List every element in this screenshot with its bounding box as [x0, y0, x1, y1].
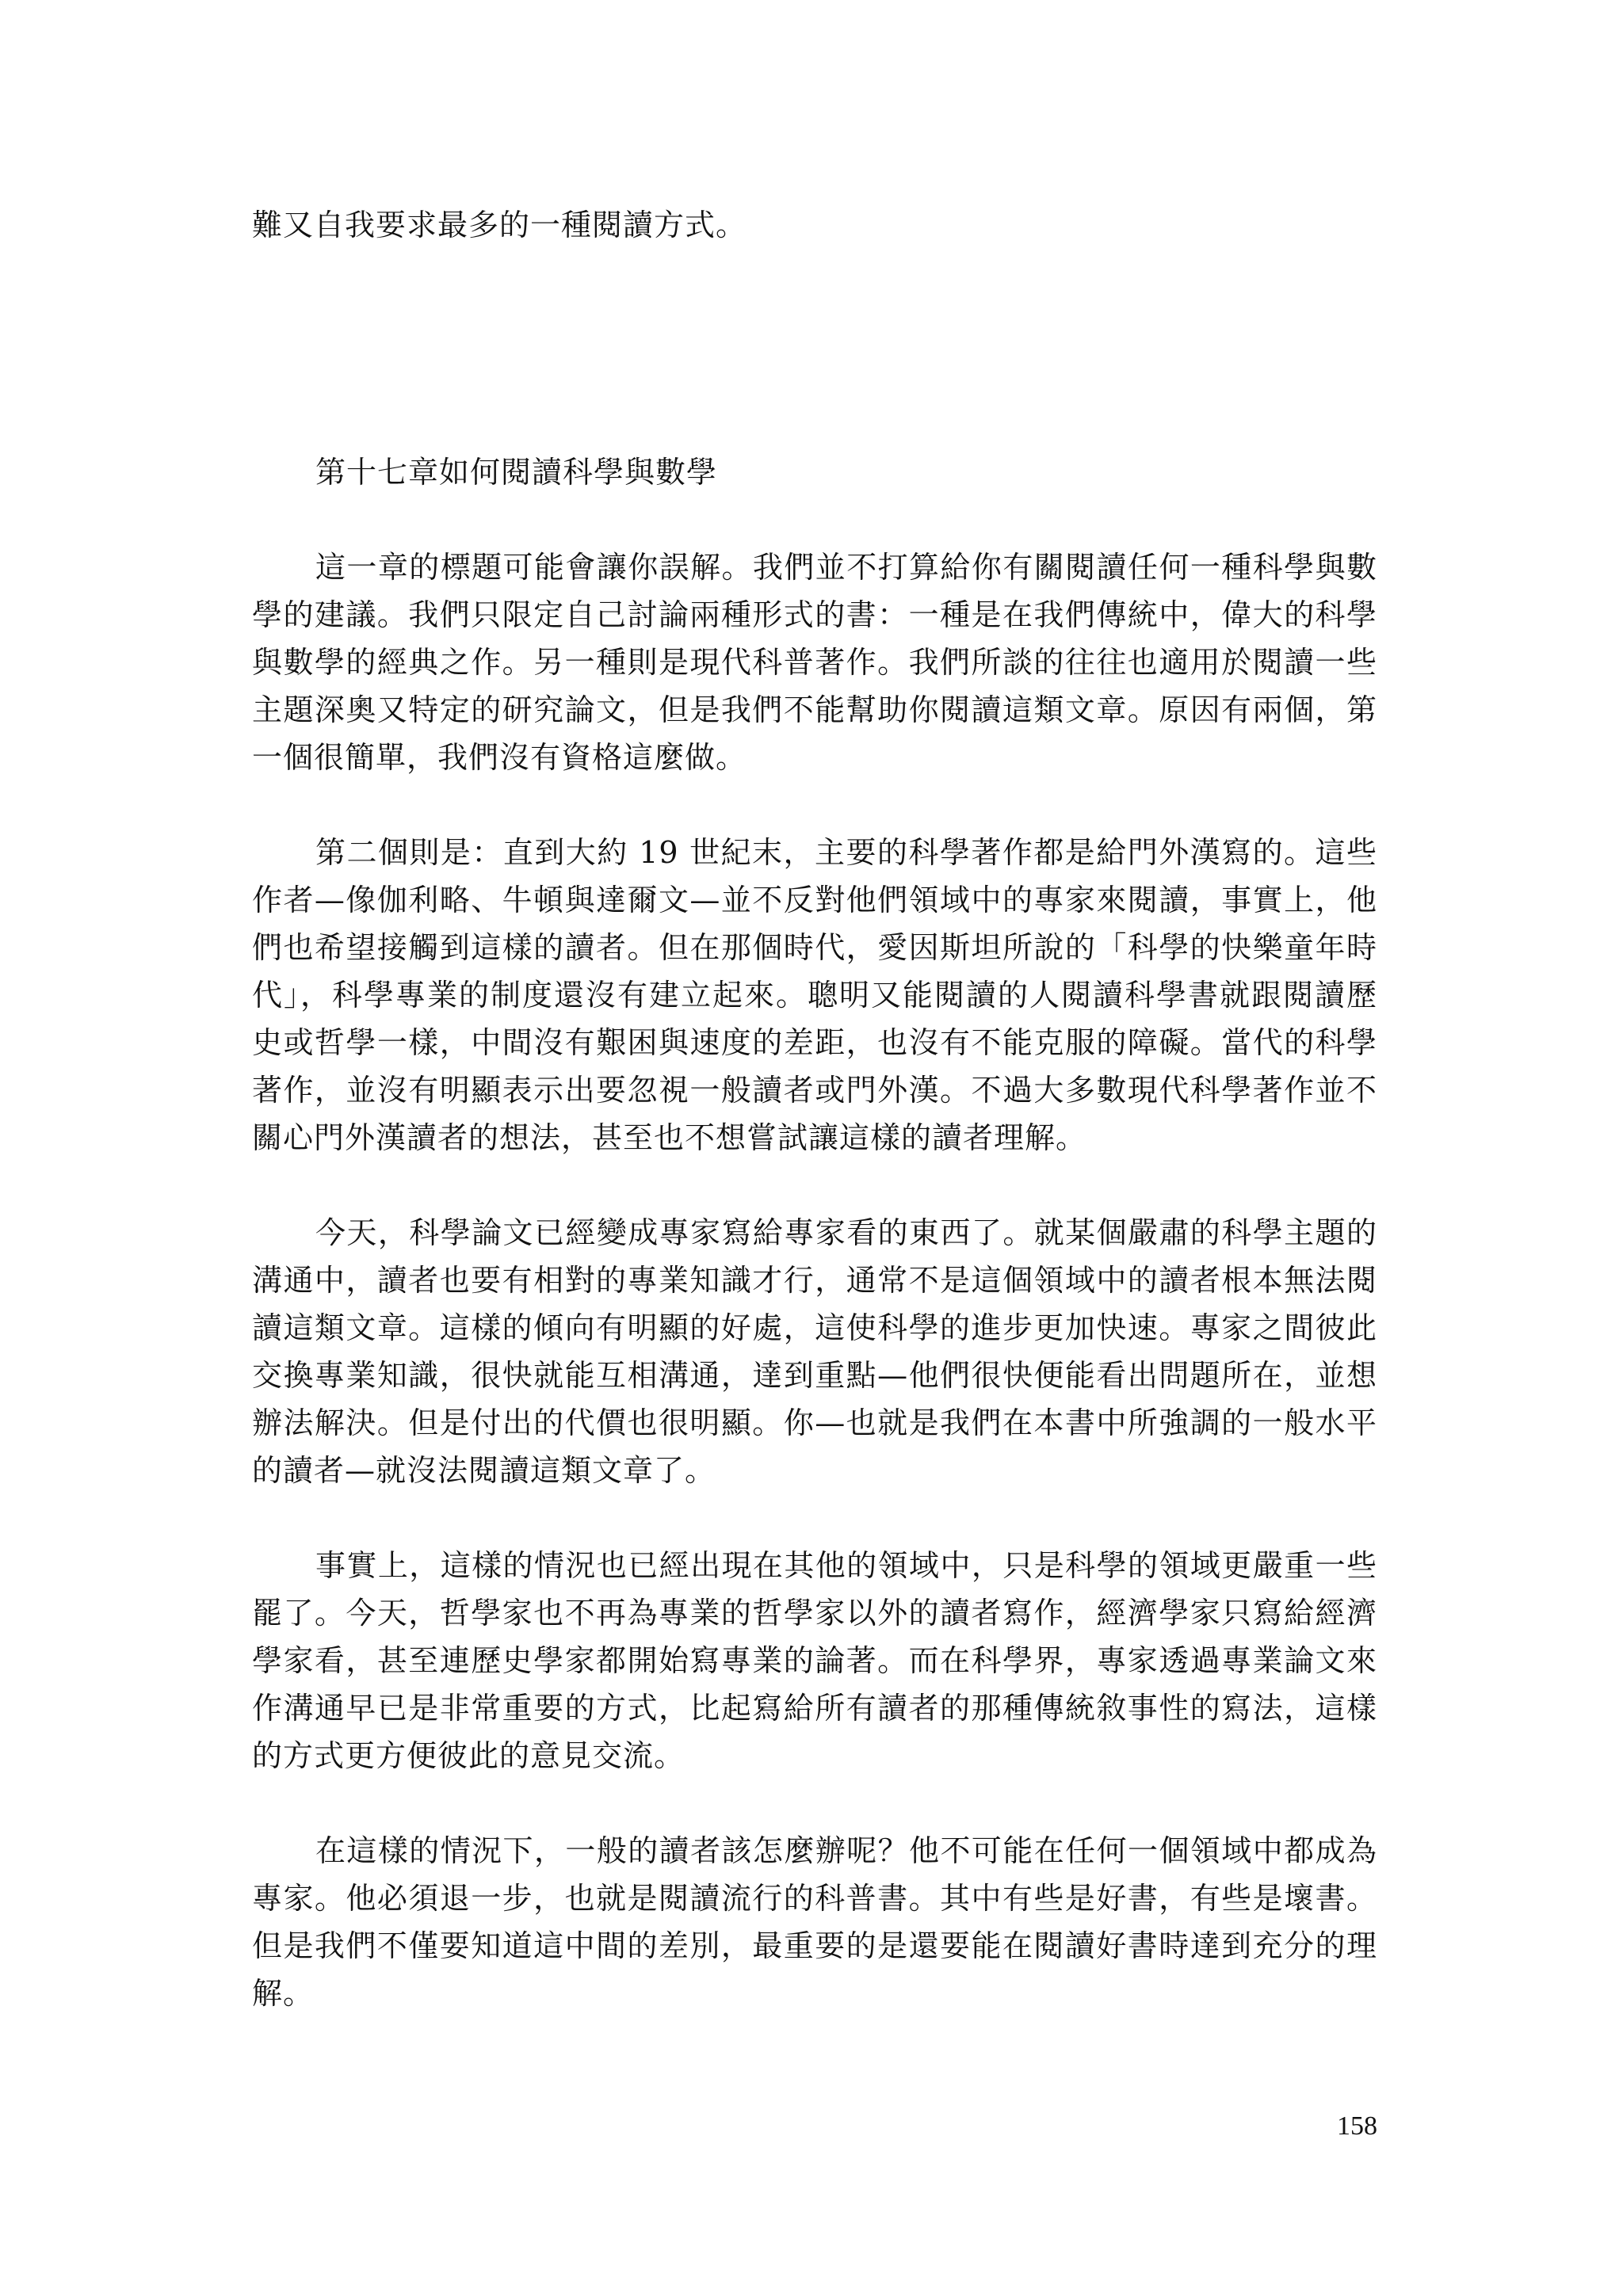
paragraph: 事實上，這樣的情況也已經出現在其他的領域中，只是科學的領域更嚴重一些罷了。今天，哲學家也不再為專業的哲學家以外的讀者寫作，經濟學家只寫給經濟學家看，甚至連歷史學家都開始寫專業的論著。而在科學界，專家透過專業論文來作溝通早已是非常重要的方式，比起寫給所有讀者的那種傳統敘事性的寫法，這樣的方式更方便彼此的意見交流。 [252, 1548, 1377, 1773]
paragraph: 這一章的標題可能會讓你誤解。我們並不打算給你有關閱讀任何一種科學與數學的建議。我們只限定自己討論兩種形式的書：一種是在我們傳統中，偉大的科學與數學的經典之作。另一種則是現代科普著作。我們所談的往往也適用於閱讀一些主題深奧又特定的研究論文，但是我們不能幫助你閱讀這類文章。原因有兩個，第一個很簡單，我們沒有資格這麼做。 [252, 550, 1377, 775]
body-text [252, 543, 1377, 2065]
paragraph: 在這樣的情況下，一般的讀者該怎麼辦呢？他不可能在任何一個領域中都成為專家。他必須退一步，也就是閱讀流行的科普書。其中有些是好書，有些是壞書。但是我們不僅要知道這中間的差別，最重要的是還要能在閱讀好書時達到充分的理解。 [252, 1833, 1377, 2011]
paragraph: 今天，科學論文已經變成專家寫給專家看的東西了。就某個嚴肅的科學主題的溝通中，讀者也要有相對的專業知識才行，通常不是這個領域中的讀者根本無法閱讀這類文章。這樣的傾向有明顯的好處，這使科學的進步更加快速。專家之間彼此交換專業知識，很快就能互相溝通，達到重點—他們很快便能看出問題所在，並想辦法解決。但是付出的代價也很明顯。你—也就是我們在本書中所強調的一般水平的讀者—就沒法閱讀這類文章了。 [252, 1215, 1377, 1488]
page-number: 158 [1337, 2111, 1377, 2141]
paragraph: 第二個則是：直到大約 19 世紀末，主要的科學著作都是給門外漢寫的。這些作者—像伽利略、牛頓與達爾文—並不反對他們領域中的專家來閱讀，事實上，他們也希望接觸到這樣的讀者。但在那個時代，愛因斯坦所說的「科學的快樂童年時代」，科學專業的制度還沒有建立起來。聰明又能閱讀的人閱讀科學書就跟閱讀歷史或哲學一樣，中間沒有艱困與速度的差距，也沒有不能克服的障礙。當代的科學著作，並沒有明顯表示出要忽視一般讀者或門外漢。不過大多數現代科學著作並不關心門外漢讀者的想法，甚至也不想嘗試讓這樣的讀者理解。 [252, 835, 1377, 1155]
chapter-heading: 第十七章如何閱讀科學與數學 [315, 455, 718, 490]
carry-over-text: 難又自我要求最多的一種閱讀方式。 [252, 208, 747, 242]
